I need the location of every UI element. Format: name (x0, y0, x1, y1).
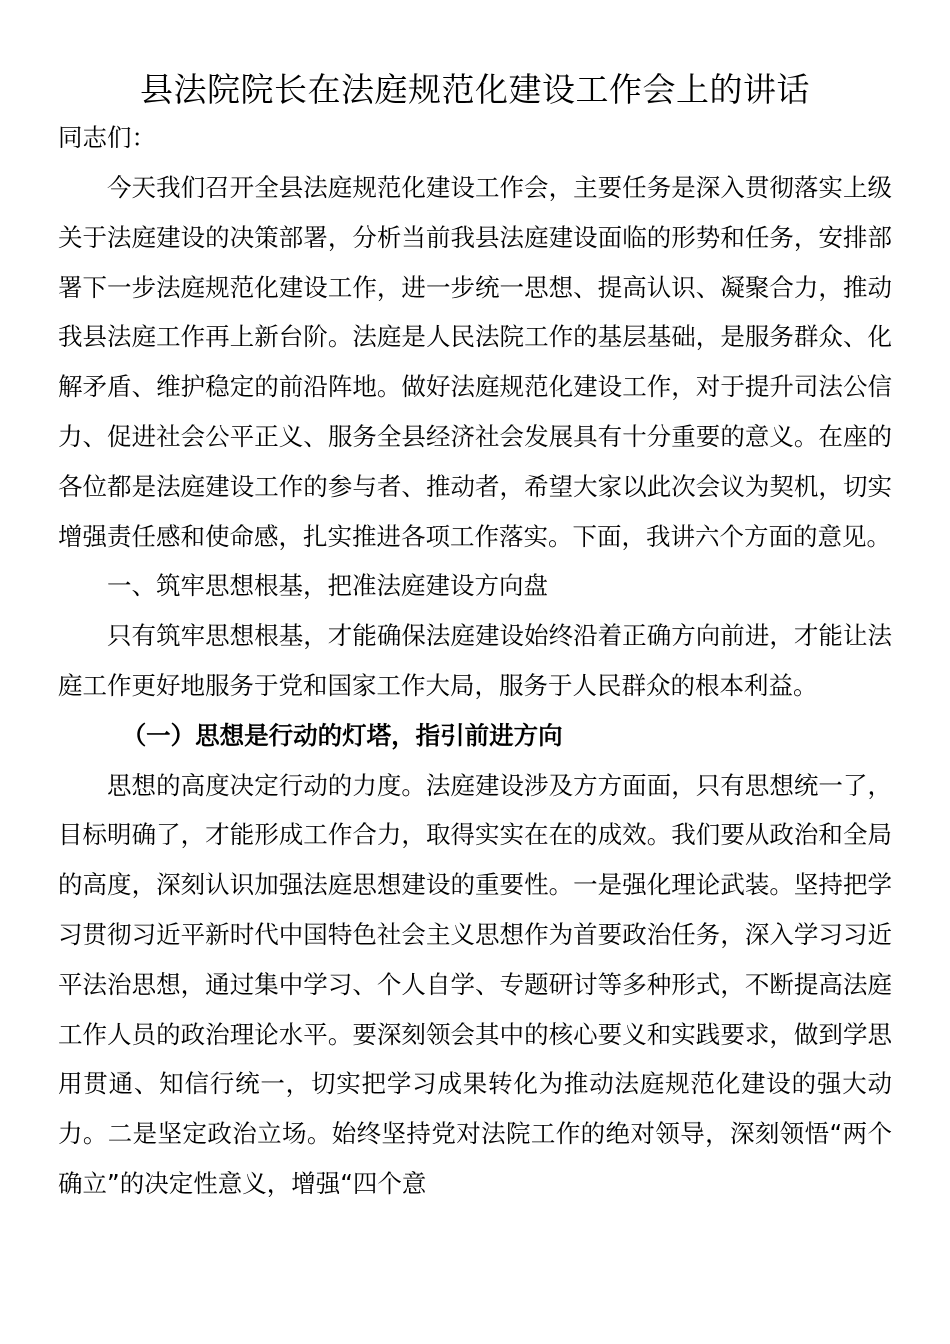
section-heading-1: 一、筑牢思想根基，把准法庭建设方向盘 (107, 571, 548, 601)
subsection-1-paragraph: 思想的高度决定行动的力度。法庭建设涉及方方面面，只有思想统一了，目标明确了，才能形成工作合力，取得实实在在的成效。我们要从政治和全局的高度，深刻认识加强法庭思想建设的重要性。一是强化理论武装。坚持把学习贯彻习近平新时代中国特色社会主义思想作为首要政治任务，深入学习习近平法治思想，通过集中学习、个人自学、专题研讨等多种形式，不断提高法庭工作人员的政治理论水平。要深刻领会其中的核心要义和实践要求，做到学思用贯通、知信行统一，切实把学习成果转化为推动法庭规范化建设的强大动力。二是坚定政治立场。始终坚持党对法院工作的绝对领导，深刻领悟“两个确立”的决定性意义，增强“四个意 (58, 770, 892, 1198)
intro-paragraph: 今天我们召开全县法庭规范化建设工作会，主要任务是深入贯彻落实上级关于法庭建设的决策部署，分析当前我县法庭建设面临的形势和任务，安排部署下一步法庭规范化建设工作，进一步统一思想、提高认识、凝聚合力，推动我县法庭工作再上新台阶。法庭是人民法院工作的基层基础，是服务群众、化解矛盾、维护稳定的前沿阵地。做好法庭规范化建设工作，对于提升司法公信力、促进社会公平正义、服务全县经济社会发展具有十分重要的意义。在座的各位都是法庭建设工作的参与者、推动者，希望大家以此次会议为契机，切实增强责任感和使命感，扎实推进各项工作落实。下面，我讲六个方面的意见。 (58, 173, 892, 551)
salutation: 同志们： (58, 123, 156, 152)
document-title: 县法院院长在法庭规范化建设工作会上的讲话 (140, 70, 810, 109)
section-1-paragraph: 只有筑牢思想根基，才能确保法庭建设始终沿着正确方向前进，才能让法庭工作更好地服务于党和国家工作大局，服务于人民群众的根本利益。 (58, 621, 892, 700)
document-body (58, 163, 892, 1209)
subsection-heading-1: （一）思想是行动的灯塔，指引前进方向 (121, 720, 563, 750)
